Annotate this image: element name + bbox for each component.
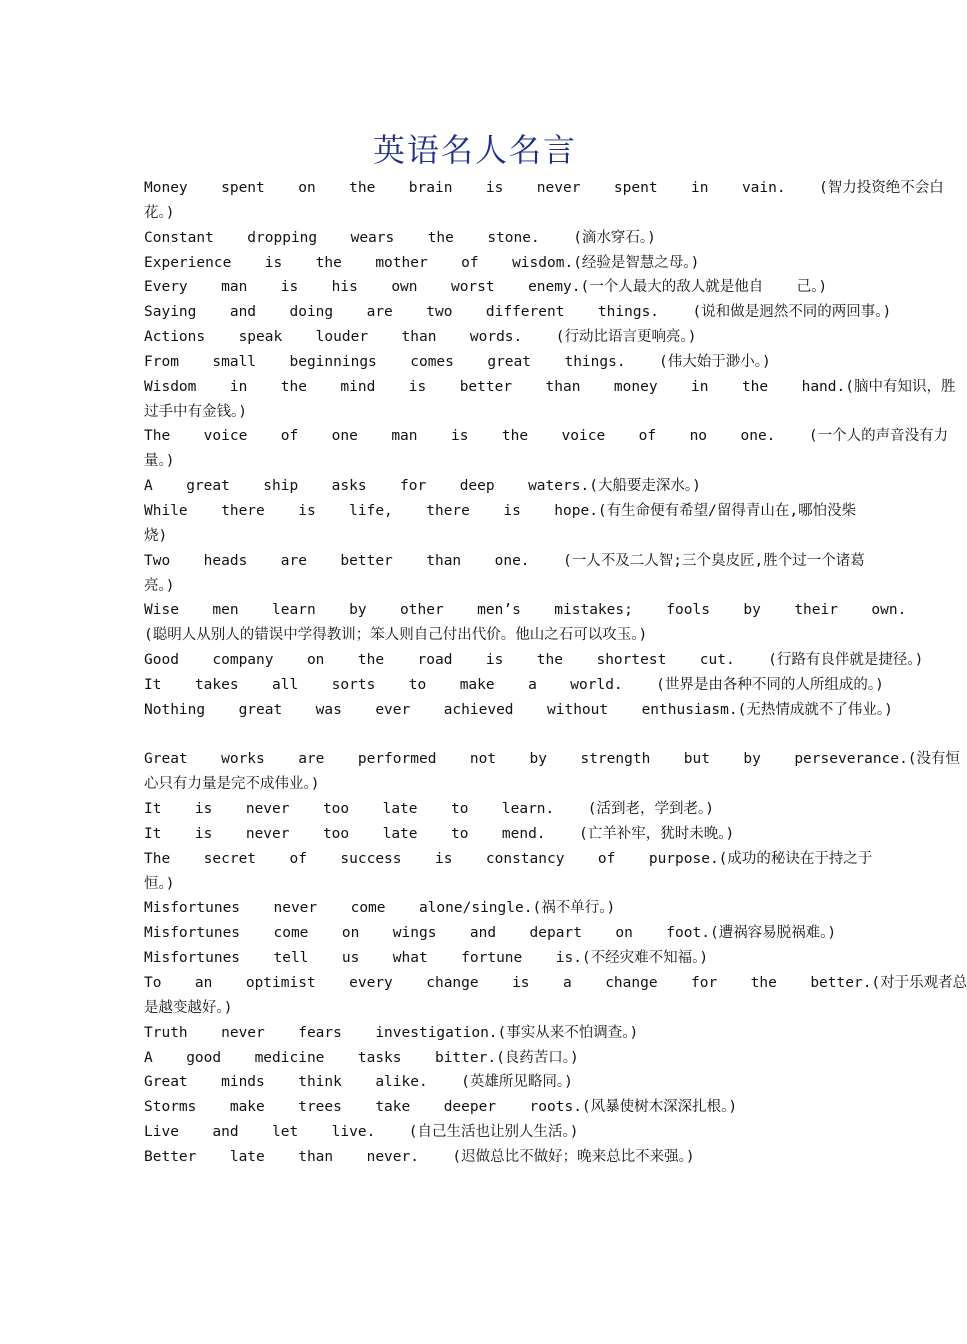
quote-line: Great minds think alike. (英雄所见略同。) [144, 1074, 573, 1091]
page-title: 英语名人名言 [372, 131, 577, 169]
quote-line: Actions speak louder than words. (行动比语言更响亮。) [144, 329, 697, 346]
quote-line: Good company on the road is the shortest cut. (行路有良伴就是捷径。) [144, 652, 924, 669]
quote-line: 烧) [144, 527, 168, 544]
quote-line: Every man is his own worst enemy.(一个人最大的敌人就是他自 己。) [144, 279, 828, 296]
quote-line: 是越变越好。) [144, 999, 233, 1016]
quote-line: It takes all sorts to make a world. (世界是由各种不同的人所组成的。) [144, 676, 884, 693]
quote-line: Experience is the mother of wisdom.(经验是智慧之母。) [144, 254, 700, 271]
quote-line: 恒。) [144, 875, 175, 892]
quote-line: Misfortunes tell us what fortune is.(不经灾难不知福。) [144, 950, 709, 967]
blank-line [144, 723, 814, 748]
quote-line: A good medicine tasks bitter.(良药苦口。) [144, 1049, 579, 1066]
quote-line: (聪明人从别人的错误中学得教训；笨人则自己付出代价。他山之石可以攻玉。) [144, 627, 648, 644]
quote-line: The voice of one man is the voice of no one. (一个人的声音没有力 [144, 428, 949, 445]
quote-line: 心只有力量是完不成伟业。) [144, 776, 320, 793]
quote-line: It is never too late to mend. (亡羊补牢，犹时未晚。) [144, 825, 735, 842]
quote-line: Truth never fears investigation.(事实从来不怕调查。) [144, 1024, 639, 1041]
quote-line: Constant dropping wears the stone. (滴水穿石。) [144, 229, 656, 246]
quote-line: Wisdom in the mind is better than money in the hand.(脑中有知识，胜 [144, 378, 956, 395]
quote-line: Two heads are better than one. (一人不及二人智;三个臭皮匠,胜个过一个诸葛 [144, 552, 865, 569]
quote-line: Wise men learn by other men’s mistakes; fools by their own. [144, 602, 907, 619]
quote-line: The secret of success is constancy of purpose.(成功的秘诀在于持之于 [144, 850, 873, 867]
quote-line: Saying and doing are two different things. (说和做是迥然不同的两回事。) [144, 304, 892, 321]
quotes-body [144, 176, 967, 1170]
quote-line: Storms make trees take deeper roots.(风暴使树木深深扎根。) [144, 1099, 738, 1116]
quote-line: To an optimist every change is a change for the better.(对于乐观者总 [144, 975, 967, 991]
quote-line: Nothing great was ever achieved without enthusiasm.(无热情成就不了伟业。) [144, 701, 893, 718]
quote-line: 量。) [144, 453, 175, 470]
quote-line: 过手中有金钱。) [144, 403, 247, 420]
quote-line: A great ship asks for deep waters.(大船要走深水。) [144, 478, 701, 495]
quote-line: 花。) [144, 204, 175, 221]
quote-line: While there is life, there is hope.(有生命便有希望/留得青山在,哪怕没柴 [144, 502, 857, 519]
quote-line: 亮。) [144, 577, 175, 594]
quote-line: It is never too late to learn. (活到老，学到老。) [144, 801, 714, 818]
quote-line: Better late than never. (迟做总比不做好；晚来总比不来强。) [144, 1148, 695, 1165]
quote-line: Great works are performed not by strength but by perseverance.(没有恒 [144, 751, 961, 768]
quote-line: Misfortunes come on wings and depart on foot.(遭祸容易脱祸难。) [144, 925, 837, 942]
quote-line: Money spent on the brain is never spent in vain. (智力投资绝不会白 [144, 180, 944, 196]
quote-line: Misfortunes never come alone/single.(祸不单行。) [144, 900, 616, 917]
quote-line: From small beginnings comes great things. (伟大始于渺小。) [144, 353, 771, 370]
quote-line: Live and let live. (自己生活也让别人生活。) [144, 1124, 579, 1141]
